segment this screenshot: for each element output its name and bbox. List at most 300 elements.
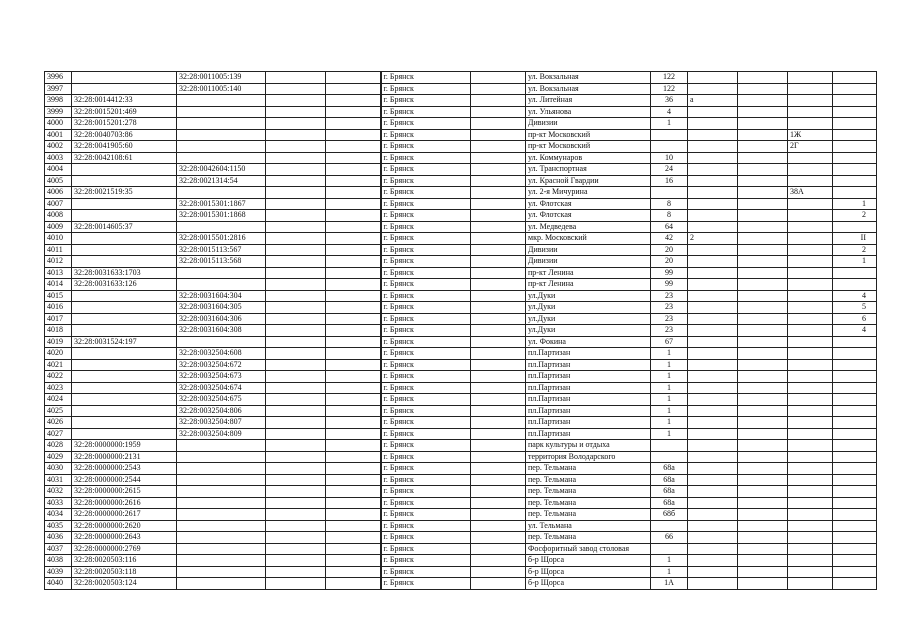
cell-apartment <box>833 382 877 394</box>
cell-row-number: 4022 <box>45 371 72 383</box>
table-row <box>45 302 877 314</box>
table-row <box>45 187 877 199</box>
cell-col-4 <box>266 463 326 475</box>
cell-street: ул. Вокзальная <box>526 83 651 95</box>
cell-apartment <box>833 72 877 84</box>
cell-apartment <box>833 175 877 187</box>
cell-city: г. Брянск <box>381 543 471 555</box>
cell-house-number: 42 <box>651 233 688 245</box>
cell-building <box>788 417 833 429</box>
cell-cadastral-number-a: 32:28:0031633:1703 <box>72 267 177 279</box>
cell-city: г. Брянск <box>381 417 471 429</box>
cell-apartment <box>833 221 877 233</box>
cell-row-number: 4024 <box>45 394 72 406</box>
cell-cadastral-number-a <box>72 210 177 222</box>
cell-building <box>788 95 833 107</box>
cell-row-number: 4008 <box>45 210 72 222</box>
cell-cadastral-number-a <box>72 417 177 429</box>
cell-building <box>788 210 833 222</box>
cell-col-11 <box>738 405 788 417</box>
cell-cadastral-number-b <box>177 566 266 578</box>
cell-col-5 <box>326 313 381 325</box>
table-row <box>45 382 877 394</box>
cell-apartment <box>833 578 877 590</box>
cell-city: г. Брянск <box>381 451 471 463</box>
cell-house-number: 1 <box>651 348 688 360</box>
cell-building <box>788 244 833 256</box>
cell-street: Дивизии <box>526 244 651 256</box>
cell-city: г. Брянск <box>381 95 471 107</box>
cell-col-7 <box>471 543 526 555</box>
cell-building <box>788 520 833 532</box>
cell-building: 1Ж <box>788 129 833 141</box>
cell-letter <box>688 244 738 256</box>
cell-col-11 <box>738 141 788 153</box>
cell-col-7 <box>471 371 526 383</box>
cell-col-11 <box>738 428 788 440</box>
cell-apartment <box>833 267 877 279</box>
cell-city: г. Брянск <box>381 394 471 406</box>
cell-col-5 <box>326 279 381 291</box>
cell-city: г. Брянск <box>381 555 471 567</box>
cell-apartment <box>833 520 877 532</box>
cell-city: г. Брянск <box>381 566 471 578</box>
cell-col-11 <box>738 106 788 118</box>
cell-building <box>788 532 833 544</box>
cell-col-4 <box>266 555 326 567</box>
table-row <box>45 394 877 406</box>
cell-col-5 <box>326 129 381 141</box>
cell-street: пер. Тельмана <box>526 463 651 475</box>
cell-cadastral-number-a: 32:28:0040703:86 <box>72 129 177 141</box>
cell-apartment <box>833 497 877 509</box>
cell-col-4 <box>266 371 326 383</box>
cell-cadastral-number-b <box>177 267 266 279</box>
cell-col-7 <box>471 233 526 245</box>
table-row <box>45 164 877 176</box>
cell-building <box>788 279 833 291</box>
cell-col-5 <box>326 394 381 406</box>
cell-col-4 <box>266 474 326 486</box>
cell-letter <box>688 555 738 567</box>
cell-col-7 <box>471 440 526 452</box>
cell-house-number: 99 <box>651 279 688 291</box>
cell-cadastral-number-a <box>72 290 177 302</box>
cell-cadastral-number-a <box>72 302 177 314</box>
cell-letter <box>688 198 738 210</box>
cell-col-4 <box>266 394 326 406</box>
cell-col-7 <box>471 256 526 268</box>
cell-building <box>788 382 833 394</box>
cell-building <box>788 221 833 233</box>
cell-cadastral-number-a: 32:28:0015201:278 <box>72 118 177 130</box>
cell-col-7 <box>471 175 526 187</box>
cell-row-number: 4025 <box>45 405 72 417</box>
cell-cadastral-number-a: 32:28:0020503:116 <box>72 555 177 567</box>
cell-street: ул. Флотская <box>526 210 651 222</box>
table-row <box>45 83 877 95</box>
cell-col-5 <box>326 325 381 337</box>
cell-city: г. Брянск <box>381 428 471 440</box>
cell-col-5 <box>326 118 381 130</box>
cell-house-number: 1 <box>651 405 688 417</box>
cell-row-number: 4021 <box>45 359 72 371</box>
cell-col-5 <box>326 221 381 233</box>
cell-city: г. Брянск <box>381 187 471 199</box>
cell-col-11 <box>738 267 788 279</box>
cell-cadastral-number-b: 32:28:0015301:1868 <box>177 210 266 222</box>
cell-col-7 <box>471 72 526 84</box>
cell-building <box>788 152 833 164</box>
cell-cadastral-number-b: 32:28:0032504:673 <box>177 371 266 383</box>
cell-col-4 <box>266 290 326 302</box>
cell-cadastral-number-a: 32:28:0000000:2544 <box>72 474 177 486</box>
cell-building <box>788 428 833 440</box>
cell-cadastral-number-a: 32:28:0000000:2543 <box>72 463 177 475</box>
cell-building <box>788 555 833 567</box>
cell-col-7 <box>471 129 526 141</box>
cell-col-5 <box>326 405 381 417</box>
cell-house-number: 1 <box>651 371 688 383</box>
cell-col-4 <box>266 244 326 256</box>
cell-building <box>788 83 833 95</box>
cell-col-5 <box>326 555 381 567</box>
cell-col-5 <box>326 302 381 314</box>
cell-building <box>788 325 833 337</box>
cell-letter <box>688 394 738 406</box>
cell-col-4 <box>266 566 326 578</box>
cell-col-11 <box>738 221 788 233</box>
cell-cadastral-number-b: 32:28:0032504:672 <box>177 359 266 371</box>
cell-house-number: 122 <box>651 83 688 95</box>
cell-letter <box>688 451 738 463</box>
cell-street: ул. Флотская <box>526 198 651 210</box>
cell-house-number <box>651 129 688 141</box>
cell-apartment: 2 <box>833 244 877 256</box>
cell-col-11 <box>738 382 788 394</box>
cell-cadastral-number-a: 32:28:0000000:2643 <box>72 532 177 544</box>
cell-letter <box>688 532 738 544</box>
cell-col-11 <box>738 83 788 95</box>
cell-col-7 <box>471 279 526 291</box>
cell-row-number: 3999 <box>45 106 72 118</box>
cell-col-7 <box>471 578 526 590</box>
cell-street: пер. Тельмана <box>526 474 651 486</box>
cell-cadastral-number-a <box>72 233 177 245</box>
cell-cadastral-number-b <box>177 520 266 532</box>
cell-cadastral-number-a <box>72 428 177 440</box>
cell-col-11 <box>738 118 788 130</box>
table-row <box>45 325 877 337</box>
cell-col-7 <box>471 486 526 498</box>
cell-building <box>788 486 833 498</box>
cell-street: б-р Щорса <box>526 555 651 567</box>
cell-building <box>788 578 833 590</box>
cell-col-5 <box>326 382 381 394</box>
cell-col-5 <box>326 509 381 521</box>
cell-row-number: 4027 <box>45 428 72 440</box>
cell-city: г. Брянск <box>381 348 471 360</box>
cell-row-number: 4036 <box>45 532 72 544</box>
cell-row-number: 4016 <box>45 302 72 314</box>
cell-col-4 <box>266 83 326 95</box>
cell-house-number: 36 <box>651 95 688 107</box>
cell-row-number: 4023 <box>45 382 72 394</box>
cell-cadastral-number-b <box>177 463 266 475</box>
cell-col-4 <box>266 313 326 325</box>
cell-building <box>788 451 833 463</box>
cell-row-number: 4029 <box>45 451 72 463</box>
cell-city: г. Брянск <box>381 474 471 486</box>
cell-cadastral-number-a <box>72 348 177 360</box>
cell-col-5 <box>326 336 381 348</box>
cell-house-number: 1 <box>651 382 688 394</box>
table-row <box>45 106 877 118</box>
cell-house-number <box>651 440 688 452</box>
cell-building <box>788 233 833 245</box>
cell-col-7 <box>471 325 526 337</box>
cell-cadastral-number-a <box>72 371 177 383</box>
cell-row-number: 3996 <box>45 72 72 84</box>
cell-cadastral-number-b <box>177 221 266 233</box>
cell-cadastral-number-a: 32:28:0000000:2131 <box>72 451 177 463</box>
cell-street: пл.Партизан <box>526 428 651 440</box>
cell-col-7 <box>471 95 526 107</box>
table-row <box>45 359 877 371</box>
cell-cadastral-number-b: 32:28:0031604:306 <box>177 313 266 325</box>
table-row <box>45 578 877 590</box>
cell-col-5 <box>326 497 381 509</box>
cell-col-4 <box>266 405 326 417</box>
cell-col-11 <box>738 451 788 463</box>
cell-col-7 <box>471 463 526 475</box>
cell-cadastral-number-b: 32:28:0021314:54 <box>177 175 266 187</box>
cell-city: г. Брянск <box>381 520 471 532</box>
cell-col-5 <box>326 463 381 475</box>
cell-street: ул. Вокзальная <box>526 72 651 84</box>
cell-letter: 2 <box>688 233 738 245</box>
cell-cadastral-number-a <box>72 313 177 325</box>
cell-house-number: 1 <box>651 359 688 371</box>
cell-col-11 <box>738 302 788 314</box>
cell-building <box>788 313 833 325</box>
table-row <box>45 72 877 84</box>
cell-cadastral-number-a: 32:28:0021519:35 <box>72 187 177 199</box>
cell-city: г. Брянск <box>381 118 471 130</box>
cell-row-number: 4002 <box>45 141 72 153</box>
cell-cadastral-number-a: 32:28:0020503:118 <box>72 566 177 578</box>
cell-house-number <box>651 451 688 463</box>
cell-col-4 <box>266 440 326 452</box>
cell-col-5 <box>326 175 381 187</box>
cell-row-number: 4005 <box>45 175 72 187</box>
cell-apartment <box>833 463 877 475</box>
cell-cadastral-number-b <box>177 187 266 199</box>
table-row <box>45 233 877 245</box>
cell-house-number: 23 <box>651 290 688 302</box>
cell-building <box>788 348 833 360</box>
cell-cadastral-number-a: 32:28:0000000:2769 <box>72 543 177 555</box>
cell-col-11 <box>738 532 788 544</box>
cell-letter <box>688 152 738 164</box>
cell-city: г. Брянск <box>381 279 471 291</box>
cell-cadastral-number-a <box>72 72 177 84</box>
cell-cadastral-number-a <box>72 382 177 394</box>
cell-cadastral-number-b: 32:28:0032504:675 <box>177 394 266 406</box>
cell-col-4 <box>266 72 326 84</box>
cell-row-number: 4003 <box>45 152 72 164</box>
cell-house-number: 68а <box>651 474 688 486</box>
cell-col-4 <box>266 279 326 291</box>
cell-cadastral-number-b: 32:28:0031604:305 <box>177 302 266 314</box>
cell-col-4 <box>266 359 326 371</box>
cell-street: Фосфоритный завод столовая <box>526 543 651 555</box>
cell-street: ул. Коммунаров <box>526 152 651 164</box>
table-row <box>45 175 877 187</box>
cell-col-11 <box>738 313 788 325</box>
cell-col-4 <box>266 141 326 153</box>
cell-street: мкр. Московский <box>526 233 651 245</box>
cell-apartment <box>833 336 877 348</box>
cell-building <box>788 509 833 521</box>
cell-cadastral-number-b <box>177 440 266 452</box>
cell-house-number: 1 <box>651 118 688 130</box>
cell-cadastral-number-b: 32:28:0032504:674 <box>177 382 266 394</box>
cell-col-11 <box>738 198 788 210</box>
cell-col-7 <box>471 244 526 256</box>
cell-street: ул. Литейная <box>526 95 651 107</box>
cell-col-11 <box>738 187 788 199</box>
cell-col-5 <box>326 371 381 383</box>
cell-house-number: 64 <box>651 221 688 233</box>
cell-row-number: 4000 <box>45 118 72 130</box>
cell-street: ул. Ульянова <box>526 106 651 118</box>
cell-col-7 <box>471 106 526 118</box>
cell-col-11 <box>738 486 788 498</box>
cell-building <box>788 543 833 555</box>
cell-city: г. Брянск <box>381 532 471 544</box>
cell-col-11 <box>738 555 788 567</box>
cell-row-number: 3998 <box>45 95 72 107</box>
cell-col-4 <box>266 221 326 233</box>
table-row <box>45 566 877 578</box>
cell-city: г. Брянск <box>381 72 471 84</box>
cell-row-number: 4015 <box>45 290 72 302</box>
cell-city: г. Брянск <box>381 382 471 394</box>
cell-col-5 <box>326 106 381 118</box>
cell-cadastral-number-b <box>177 578 266 590</box>
cell-letter <box>688 417 738 429</box>
cell-col-11 <box>738 394 788 406</box>
cell-house-number: 8 <box>651 210 688 222</box>
cell-col-4 <box>266 497 326 509</box>
cell-col-7 <box>471 221 526 233</box>
table-row <box>45 279 877 291</box>
cell-city: г. Брянск <box>381 509 471 521</box>
cell-street: ул. Красной Гвардии <box>526 175 651 187</box>
cell-cadastral-number-a: 32:28:0014605:37 <box>72 221 177 233</box>
cell-street: пл.Партизан <box>526 359 651 371</box>
cell-row-number: 4009 <box>45 221 72 233</box>
cell-building <box>788 566 833 578</box>
cell-building: 2Г <box>788 141 833 153</box>
cell-col-4 <box>266 348 326 360</box>
cell-letter <box>688 221 738 233</box>
address-register-table <box>44 71 877 590</box>
cell-cadastral-number-b <box>177 141 266 153</box>
table-row <box>45 497 877 509</box>
cell-street: пл.Партизан <box>526 417 651 429</box>
cell-col-7 <box>471 348 526 360</box>
cell-cadastral-number-b: 32:28:0031604:308 <box>177 325 266 337</box>
cell-col-5 <box>326 578 381 590</box>
cell-col-7 <box>471 359 526 371</box>
cell-city: г. Брянск <box>381 164 471 176</box>
table-row <box>45 313 877 325</box>
cell-col-7 <box>471 520 526 532</box>
cell-house-number: 23 <box>651 325 688 337</box>
cell-house-number: 1 <box>651 394 688 406</box>
cell-apartment <box>833 152 877 164</box>
cell-cadastral-number-a: 32:28:0031524:197 <box>72 336 177 348</box>
cell-row-number: 4018 <box>45 325 72 337</box>
cell-col-5 <box>326 210 381 222</box>
cell-cadastral-number-b <box>177 497 266 509</box>
cell-letter <box>688 302 738 314</box>
cell-row-number: 4006 <box>45 187 72 199</box>
cell-city: г. Брянск <box>381 302 471 314</box>
cell-house-number: 10 <box>651 152 688 164</box>
cell-city: г. Брянск <box>381 83 471 95</box>
cell-apartment <box>833 451 877 463</box>
cell-cadastral-number-b <box>177 532 266 544</box>
cell-house-number: 8 <box>651 198 688 210</box>
cell-city: г. Брянск <box>381 221 471 233</box>
cell-col-11 <box>738 463 788 475</box>
cell-building <box>788 405 833 417</box>
cell-cadastral-number-a: 32:28:0000000:2617 <box>72 509 177 521</box>
cell-col-5 <box>326 532 381 544</box>
cell-house-number <box>651 187 688 199</box>
cell-col-11 <box>738 72 788 84</box>
cell-col-7 <box>471 382 526 394</box>
cell-city: г. Брянск <box>381 267 471 279</box>
cell-cadastral-number-a: 32:28:0000000:2620 <box>72 520 177 532</box>
cell-cadastral-number-a <box>72 244 177 256</box>
cell-col-7 <box>471 451 526 463</box>
cell-col-4 <box>266 382 326 394</box>
cell-col-11 <box>738 509 788 521</box>
cell-apartment <box>833 83 877 95</box>
cell-apartment <box>833 95 877 107</box>
cell-street: территория Володарского <box>526 451 651 463</box>
cell-apartment: II <box>833 233 877 245</box>
cell-street: пр-кт Ленина <box>526 279 651 291</box>
cell-cadastral-number-a <box>72 256 177 268</box>
cell-col-4 <box>266 118 326 130</box>
cell-letter <box>688 187 738 199</box>
table-row <box>45 532 877 544</box>
cell-street: ул. Фокина <box>526 336 651 348</box>
cell-building <box>788 290 833 302</box>
cell-apartment <box>833 118 877 130</box>
cell-city: г. Брянск <box>381 198 471 210</box>
cell-col-7 <box>471 187 526 199</box>
cell-letter <box>688 141 738 153</box>
cell-col-4 <box>266 302 326 314</box>
cell-city: г. Брянск <box>381 313 471 325</box>
cell-house-number: 68б <box>651 509 688 521</box>
